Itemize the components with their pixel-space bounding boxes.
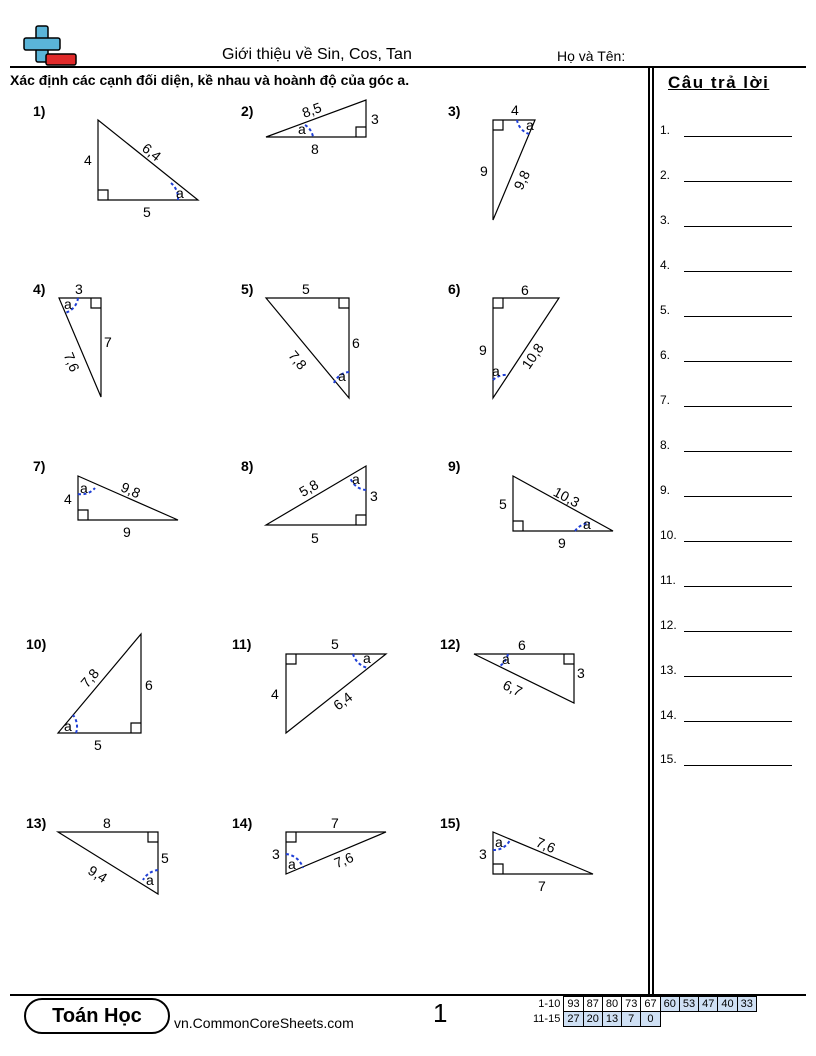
side-label: 3: [370, 488, 378, 504]
angle-label: a: [495, 834, 503, 850]
answer-line[interactable]: [684, 181, 792, 182]
side-label: 9: [123, 524, 131, 540]
answer-row: 1.: [660, 123, 792, 139]
score-cell: 13: [602, 1012, 621, 1027]
side-label: 7: [538, 878, 546, 894]
column-divider-right: [652, 66, 654, 994]
side-label: 5,8: [296, 476, 322, 500]
problem-number: 8): [241, 458, 254, 474]
problem-number: 11): [232, 636, 252, 652]
problem-number: 12): [440, 636, 461, 652]
score-cell: 67: [641, 997, 660, 1012]
problem-number: 7): [33, 458, 46, 474]
problem-number: 10): [26, 636, 47, 652]
answer-line[interactable]: [684, 541, 792, 542]
answer-line[interactable]: [684, 721, 792, 722]
side-label: 8: [311, 141, 319, 157]
answer-line[interactable]: [684, 631, 792, 632]
score-table: [530, 996, 757, 1027]
column-divider-left: [648, 66, 650, 994]
side-label: 6: [518, 637, 526, 653]
side-label: 5: [331, 636, 339, 652]
score-cell: 33: [737, 997, 756, 1012]
answer-line[interactable]: [684, 451, 792, 452]
score-row: [530, 1012, 756, 1027]
problem-number: 2): [241, 103, 254, 119]
side-label: 8: [103, 815, 111, 831]
score-cell: 73: [622, 997, 641, 1012]
problem-number: 14): [232, 815, 253, 831]
name-label: Họ và Tên:: [557, 48, 626, 64]
score-cell: 20: [583, 1012, 602, 1027]
side-label: 10,3: [550, 483, 583, 511]
answer-line[interactable]: [684, 361, 792, 362]
answer-row: 5.: [660, 303, 792, 319]
side-label: 4: [511, 102, 519, 118]
problem-number: 15): [440, 815, 461, 831]
score-row: [530, 997, 756, 1012]
angle-label: a: [288, 856, 296, 872]
side-label: 3: [272, 846, 280, 862]
score-row-label: 1-10: [538, 998, 561, 1010]
angle-label: a: [363, 650, 371, 666]
score-cell: 47: [699, 997, 718, 1012]
answer-row: 12.: [660, 618, 792, 634]
side-label: 5: [161, 850, 169, 866]
side-label: 6: [352, 335, 360, 351]
side-label: 10,8: [518, 340, 547, 372]
side-label: 6,4: [139, 139, 165, 165]
problem-number: 4): [33, 281, 46, 297]
side-label: 9,4: [85, 862, 111, 886]
score-cell: 0: [641, 1012, 660, 1027]
side-label: 3: [75, 281, 83, 297]
problem-number: 3): [448, 103, 461, 119]
side-label: 9,8: [510, 167, 534, 193]
answer-line[interactable]: [684, 676, 792, 677]
side-label: 3: [577, 665, 585, 681]
answer-row: 6.: [660, 348, 792, 364]
answer-row: 9.: [660, 483, 792, 499]
answer-line[interactable]: [684, 136, 792, 137]
side-label: 6,4: [330, 688, 356, 714]
side-label: 9,8: [118, 478, 143, 502]
answer-line[interactable]: [684, 765, 792, 766]
angle-label: a: [492, 363, 500, 379]
side-label: 4: [271, 686, 279, 702]
score-cell: 7: [622, 1012, 641, 1027]
side-label: 9: [558, 535, 566, 551]
side-label: 8,5: [299, 99, 324, 121]
answer-row: 14.: [660, 708, 792, 724]
side-label: 7,8: [285, 347, 311, 373]
side-label: 7,6: [533, 833, 558, 857]
side-label: 7,6: [60, 349, 83, 375]
answer-line[interactable]: [684, 406, 792, 407]
answer-line[interactable]: [684, 316, 792, 317]
angle-label: a: [502, 651, 510, 667]
angle-label: a: [64, 718, 72, 734]
answers-title: Câu trả lời: [668, 73, 770, 92]
problem-number: 9): [448, 458, 461, 474]
answer-row: 11.: [660, 573, 792, 589]
side-label: 3: [371, 111, 379, 127]
side-label: 5: [143, 204, 151, 220]
score-cell: 87: [583, 997, 602, 1012]
answer-row: 13.: [660, 663, 792, 679]
answer-row: 10.: [660, 528, 792, 544]
problem-number: 13): [26, 815, 47, 831]
side-label: 6: [145, 677, 153, 693]
angle-label: a: [64, 296, 72, 312]
side-label: 7,8: [77, 665, 103, 691]
side-label: 7,6: [331, 848, 356, 872]
answer-line[interactable]: [684, 271, 792, 272]
brand-badge: Toán Học: [24, 998, 170, 1034]
angle-label: a: [80, 480, 88, 496]
score-cell: 40: [718, 997, 737, 1012]
page-number: 1: [433, 998, 448, 1028]
problem-number: 1): [33, 103, 46, 119]
side-label: 5: [94, 737, 102, 753]
answer-row: 8.: [660, 438, 792, 454]
answer-row: 15.: [660, 752, 792, 768]
side-label: 7: [331, 815, 339, 831]
score-cell: 53: [679, 997, 698, 1012]
problem-number: 5): [241, 281, 254, 297]
answer-row: 3.: [660, 213, 792, 229]
angle-label: a: [298, 121, 306, 137]
answer-row: 7.: [660, 393, 792, 409]
side-label: 5: [311, 530, 319, 546]
worksheet-title: Giới thiệu về Sin, Cos, Tan: [222, 46, 412, 63]
score-cell: 80: [602, 997, 621, 1012]
answer-line[interactable]: [684, 496, 792, 497]
angle-label: a: [176, 185, 184, 201]
side-label: 6: [521, 282, 529, 298]
side-label: 9: [480, 163, 488, 179]
side-label: 6,7: [500, 676, 525, 700]
score-row-label: 11-15: [533, 1013, 561, 1025]
angle-label: a: [583, 516, 591, 532]
angle-label: a: [352, 471, 360, 487]
side-label: 5: [302, 281, 310, 297]
side-label: 4: [84, 152, 92, 168]
angle-label: a: [526, 117, 534, 133]
angle-label: a: [338, 368, 346, 384]
score-cell: 27: [564, 1012, 583, 1027]
side-label: 4: [64, 491, 72, 507]
side-label: 3: [479, 846, 487, 862]
angle-label: a: [146, 872, 154, 888]
side-label: 7: [104, 334, 112, 350]
score-cell: 60: [660, 997, 679, 1012]
site-url[interactable]: vn.CommonCoreSheets.com: [174, 1015, 354, 1031]
score-cell: 93: [564, 997, 583, 1012]
instructions: Xác định các cạnh đối diện, kề nhau và hoành độ của góc a.: [10, 72, 410, 88]
answer-line[interactable]: [684, 586, 792, 587]
side-label: 5: [499, 496, 507, 512]
answer-line[interactable]: [684, 226, 792, 227]
answer-row: 4.: [660, 258, 792, 274]
problem-number: 6): [448, 281, 461, 297]
side-label: 9: [479, 342, 487, 358]
answer-row: 2.: [660, 168, 792, 184]
